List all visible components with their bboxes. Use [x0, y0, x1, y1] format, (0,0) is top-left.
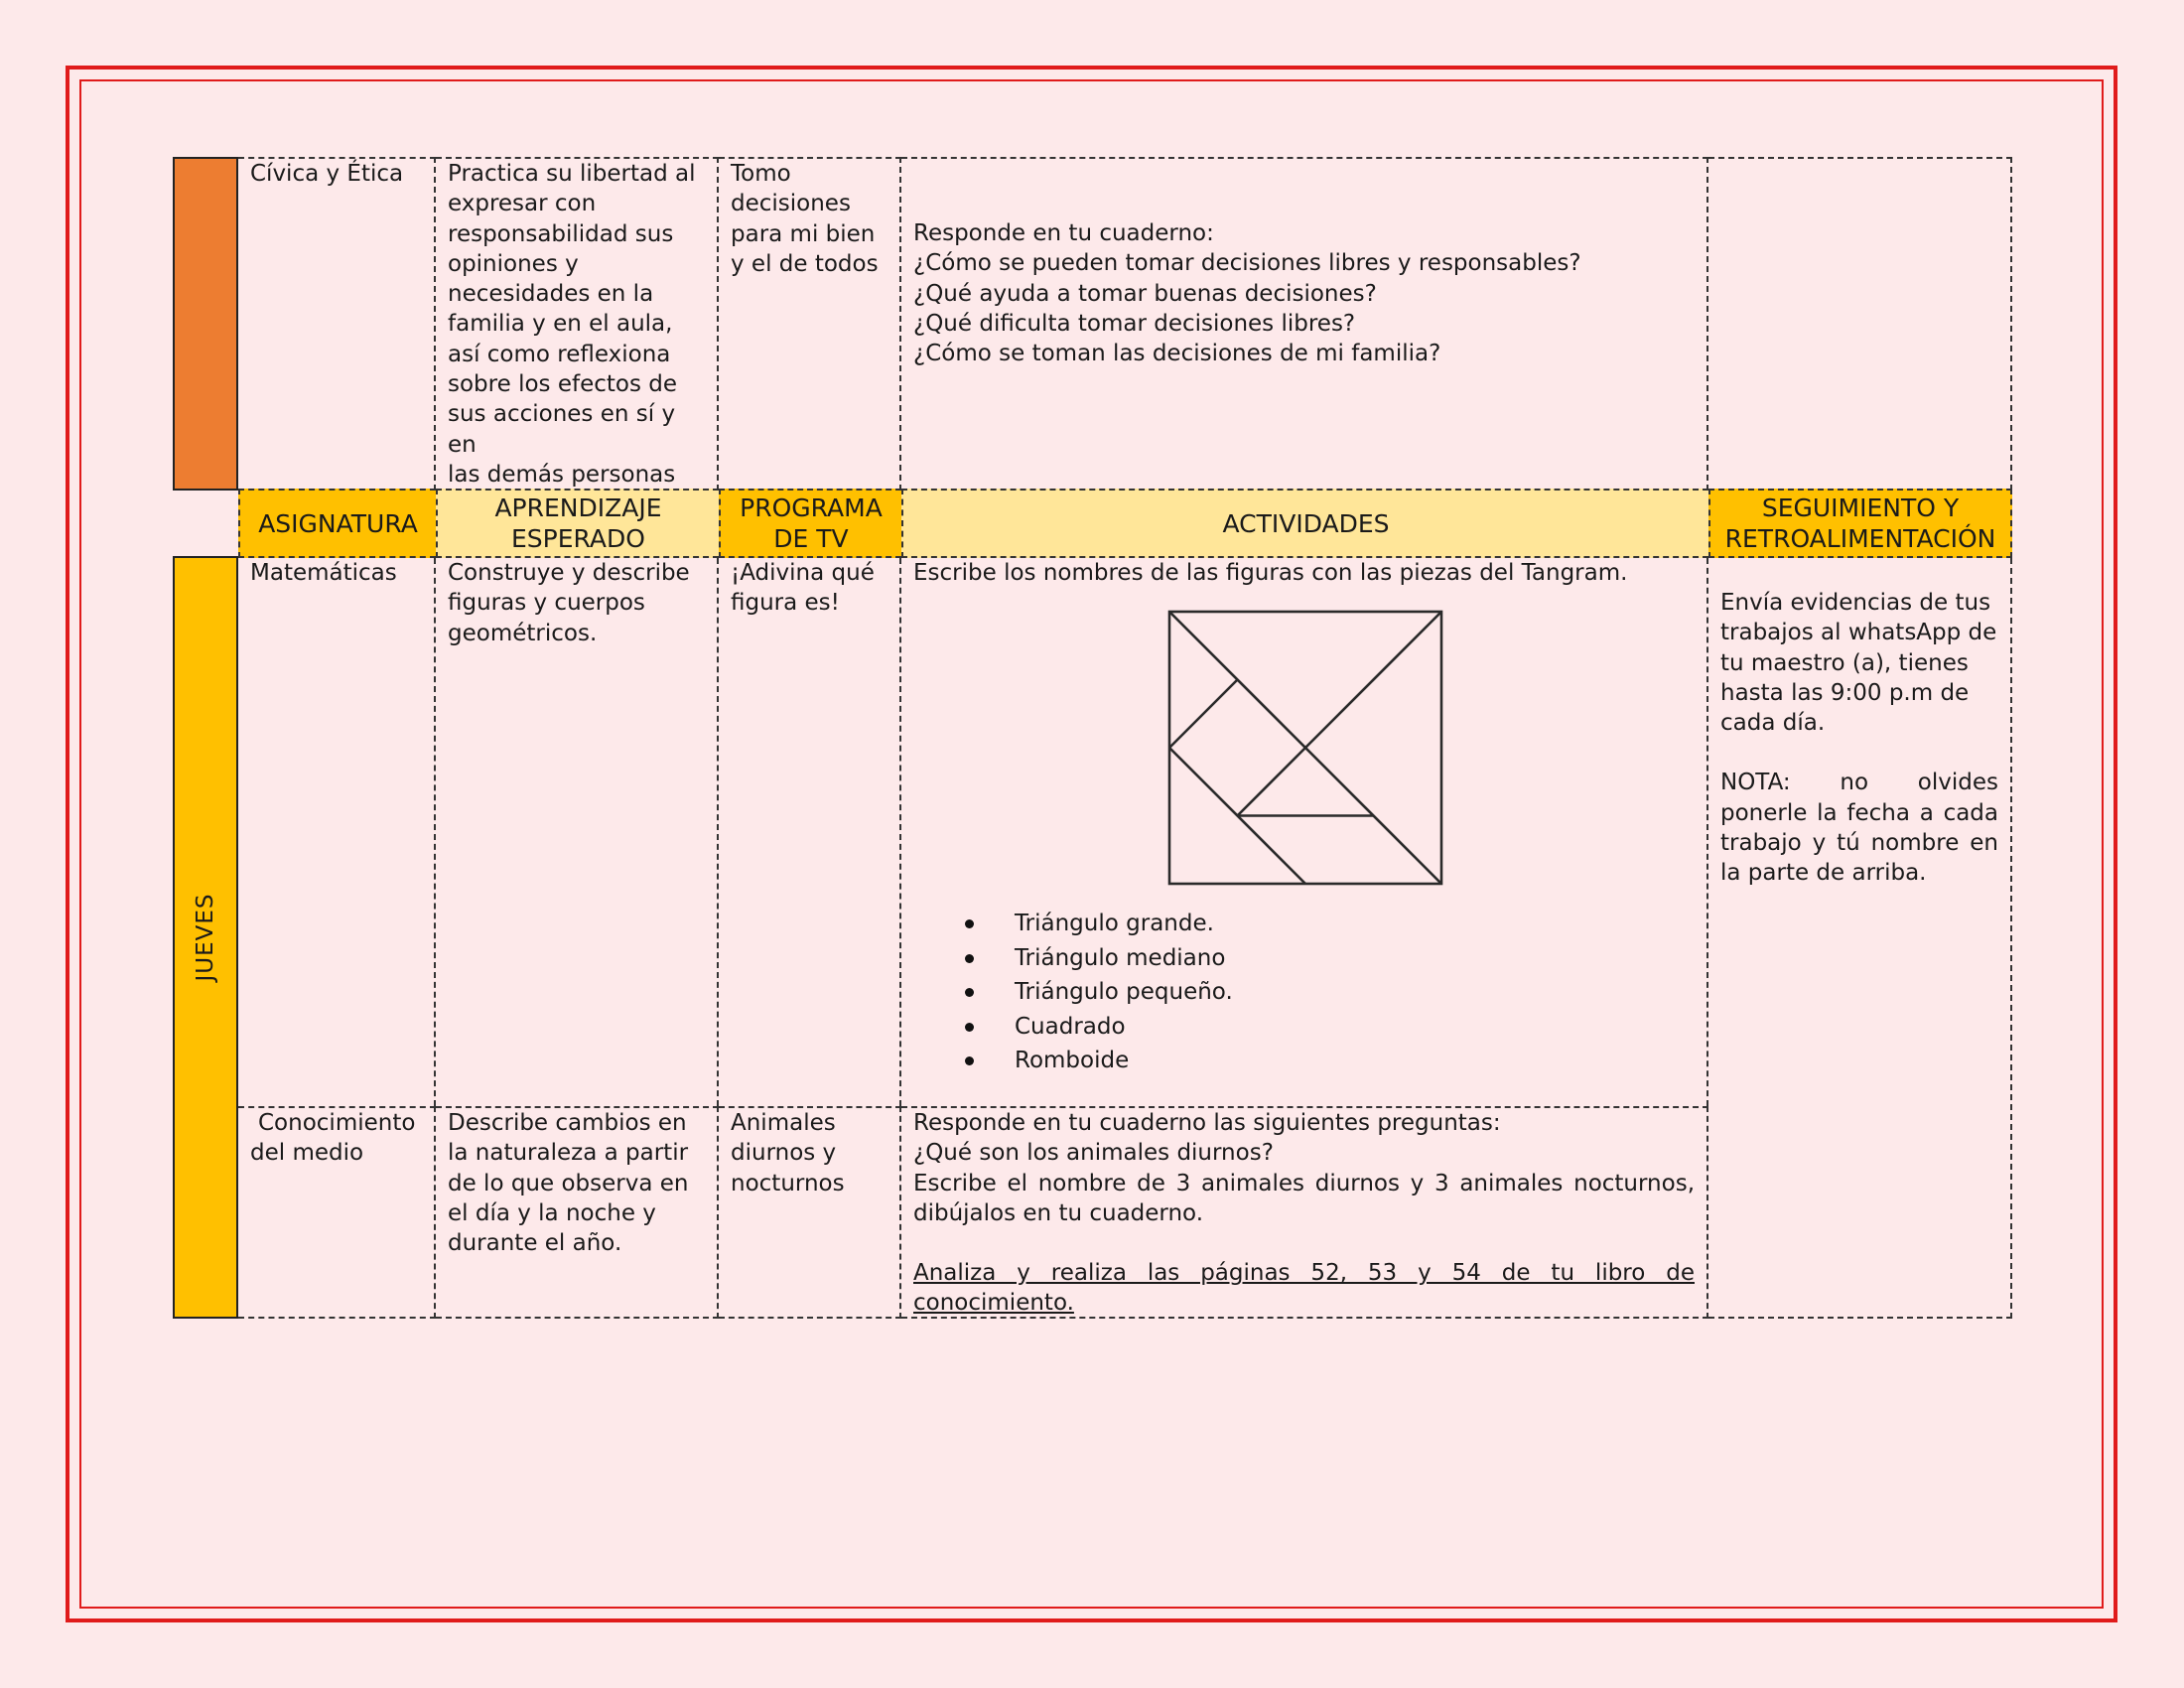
- top-asignatura: Cívica y Ética: [250, 161, 404, 187]
- con-tarea-libro: Analiza y realiza las páginas 52, 53 y 54 de tu libro de conocimiento.: [913, 1260, 1695, 1317]
- mat-instruccion: Escribe los nombres de las figuras con las piezas del Tangram.: [913, 560, 1628, 586]
- con-asignatura-line: del medio: [250, 1140, 364, 1167]
- top-programa-line: decisiones: [731, 191, 851, 217]
- top-aprendizaje-line: así como reflexiona: [448, 341, 671, 367]
- top-actividades-cell: [901, 157, 1708, 491]
- nota-line: NOTA: no olvides: [1720, 770, 1998, 796]
- top-programa-line: Tomo: [731, 161, 791, 187]
- top-programa-line: y el de todos: [731, 250, 879, 277]
- top-aprendizaje-cell: [436, 157, 719, 491]
- header-seguimiento: [1708, 489, 2012, 558]
- tangram-icon: [1167, 610, 1445, 888]
- header-aprendizaje-line: ESPERADO: [511, 524, 645, 553]
- list-item: [965, 907, 1233, 941]
- header-aprendizaje: [436, 489, 719, 558]
- con-actividades-line: ¿Qué son los animales diurnos?: [913, 1140, 1274, 1167]
- seguimiento-line: trabajos al whatsApp de: [1720, 620, 1997, 646]
- mat-aprendizaje-line: geométricos.: [448, 620, 598, 646]
- con-aprendizaje-cell: [436, 1106, 719, 1319]
- mat-aprendizaje-line: figuras y cuerpos: [448, 590, 645, 617]
- top-aprendizaje-line: sobre los efectos de: [448, 371, 677, 398]
- con-programa-line: nocturnos: [731, 1170, 845, 1196]
- header-asignatura: [238, 489, 436, 558]
- con-programa-line: Animales: [731, 1110, 836, 1136]
- top-actividades-line: ¿Qué dificulta tomar decisiones libres?: [913, 310, 1356, 337]
- seguimiento-nota: [1720, 768, 1998, 888]
- con-asignatura-cell: [238, 1106, 436, 1319]
- header-aprendizaje-line: APRENDIZAJE: [494, 493, 662, 522]
- con-aprendizaje-line: de lo que observa en: [448, 1170, 689, 1196]
- seguimiento-line: Envía evidencias de tus: [1720, 590, 1991, 616]
- figura-label: Triángulo mediano: [1015, 944, 1226, 971]
- seguimiento-cell: [1708, 558, 2012, 1319]
- mat-asignatura-cell: [238, 558, 436, 1106]
- con-aprendizaje-line: el día y la noche y: [448, 1199, 656, 1226]
- tangram-edge: [1238, 748, 1306, 816]
- top-aprendizaje-line: expresar con: [448, 191, 597, 217]
- top-programa-line: para mi bien: [731, 220, 876, 247]
- nota-line: la parte de arriba.: [1720, 860, 1927, 887]
- top-actividades-line: ¿Cómo se toman las decisiones de mi familia?: [913, 341, 1441, 367]
- mat-programa-cell: [719, 558, 901, 1106]
- seguimiento-line: hasta las 9:00 p.m de: [1720, 679, 1970, 706]
- con-programa-line: diurnos y: [731, 1140, 837, 1167]
- mat-aprendizaje-line: Construye y describe: [448, 560, 690, 586]
- top-aprendizaje-line: las demás personas: [448, 461, 676, 488]
- con-aprendizaje-line: durante el año.: [448, 1230, 622, 1257]
- tangram-edge: [1305, 612, 1441, 748]
- header-asignatura-label: ASIGNATURA: [258, 508, 418, 538]
- header-programa-line: DE TV: [773, 524, 849, 553]
- top-actividades-line: Responde en tu cuaderno:: [913, 220, 1214, 246]
- mat-aprendizaje-cell: [436, 558, 719, 1106]
- seguimiento-line: cada día.: [1720, 710, 1826, 737]
- top-actividades-line: ¿Cómo se pueden tomar decisiones libres y responsables?: [913, 250, 1581, 277]
- tangram-edge: [1169, 680, 1238, 749]
- top-actividades-line: ¿Qué ayuda a tomar buenas decisiones?: [913, 280, 1377, 307]
- list-item: [965, 941, 1233, 976]
- con-actividad-parrafo: Escribe el nombre de 3 animales diurnos y 3 animales nocturnos, dibújalos en tu cuaderno.: [913, 1170, 1695, 1226]
- bullet-icon: [965, 1023, 974, 1032]
- figura-label: Cuadrado: [1015, 1013, 1126, 1040]
- seguimiento-texto: [1720, 588, 1998, 738]
- seguimiento-line: tu maestro (a), tienes: [1720, 649, 1969, 676]
- figura-label: Triángulo grande.: [1015, 911, 1214, 936]
- day-bar-previous: [173, 157, 238, 491]
- con-programa-cell: [719, 1106, 901, 1319]
- mat-asignatura: Matemáticas: [250, 560, 397, 586]
- figuras-list: [965, 907, 1233, 1078]
- list-item: [965, 975, 1233, 1010]
- bullet-icon: [965, 1056, 974, 1065]
- mat-programa-line: figura es!: [731, 590, 840, 617]
- bullet-icon: [965, 919, 974, 928]
- top-aprendizaje-line: Practica su libertad al: [448, 161, 696, 187]
- top-aprendizaje-line: necesidades en la: [448, 281, 654, 308]
- top-aprendizaje-line: opiniones y: [448, 250, 579, 277]
- con-actividades-line: Responde en tu cuaderno las siguientes preguntas:: [913, 1110, 1501, 1136]
- con-actividades-cell: [901, 1106, 1708, 1319]
- top-asignatura-cell: [238, 157, 436, 491]
- top-programa-cell: [719, 157, 901, 491]
- list-item: [965, 1010, 1233, 1045]
- top-aprendizaje-line: familia y en el aula,: [448, 311, 673, 338]
- figura-label: Romboide: [1015, 1048, 1130, 1073]
- header-seguimiento-line: SEGUIMIENTO Y: [1761, 493, 1960, 522]
- header-programa: [719, 489, 901, 558]
- header-actividades: [901, 489, 1708, 558]
- con-aprendizaje-line: la naturaleza a partir: [448, 1140, 689, 1167]
- con-aprendizaje-line: Describe cambios en: [448, 1110, 687, 1136]
- top-aprendizaje-line: sus acciones en sí y en: [448, 401, 676, 458]
- top-seguimiento-cell: [1708, 157, 2012, 491]
- nota-line: ponerle la fecha a cada: [1720, 799, 1998, 826]
- mat-programa-line: ¡Adivina qué: [731, 560, 875, 586]
- figura-label: Triángulo pequeño.: [1015, 979, 1233, 1005]
- header-programa-line: PROGRAMA: [740, 493, 883, 522]
- day-bar-jueves: [173, 556, 238, 1319]
- bullet-icon: [965, 954, 974, 963]
- top-aprendizaje-line: responsabilidad sus: [448, 220, 674, 247]
- day-label-jueves: JUEVES: [193, 893, 218, 982]
- con-asignatura-line: Conocimiento: [258, 1110, 416, 1136]
- nota-line: trabajo y tú nombre en: [1720, 830, 1998, 857]
- bullet-icon: [965, 988, 974, 997]
- header-actividades-label: ACTIVIDADES: [1222, 508, 1390, 538]
- header-seguimiento-line: RETROALIMENTACIÓN: [1724, 524, 1996, 553]
- list-item: [965, 1044, 1233, 1078]
